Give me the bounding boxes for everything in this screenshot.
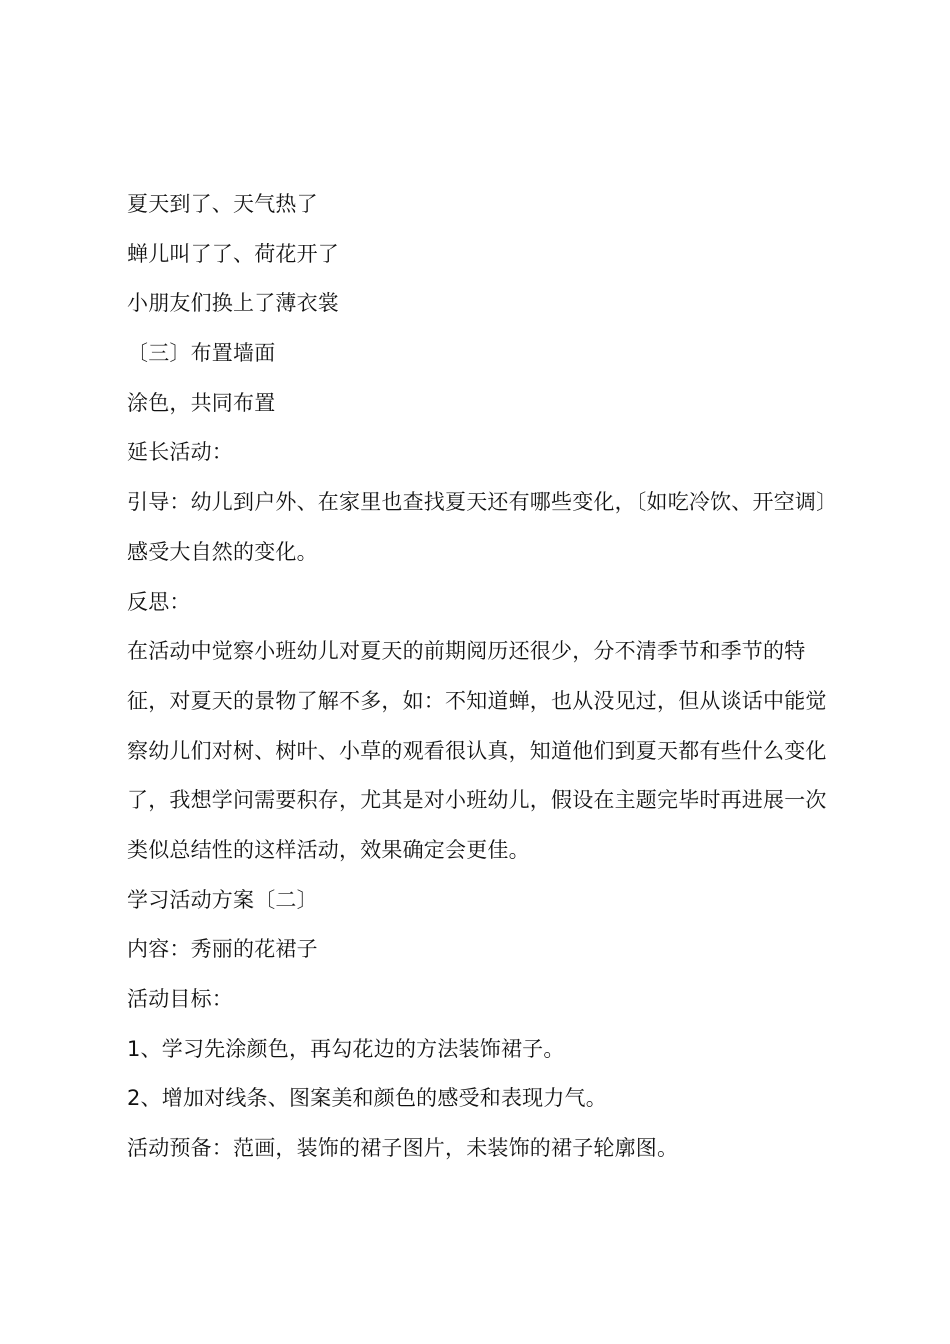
- coloring-instruction: 涂色，共同布置: [127, 390, 276, 415]
- extension-activity-heading: 延长活动：: [127, 440, 233, 465]
- reflection-heading: 反思：: [127, 589, 191, 614]
- goals-heading: 活动目标：: [127, 987, 233, 1012]
- poem-line-2: 蝉儿叫了了、荷花开了: [127, 241, 339, 266]
- goal-item-1: 1、学习先涂颜色，再勾花边的方法装饰裙子。: [127, 1036, 565, 1061]
- content-line: 内容：秀丽的花裙子: [127, 937, 318, 962]
- poem-line-3: 小朋友们换上了薄衣裳: [127, 291, 339, 316]
- section-heading-three: 〔三〕布置墙面: [127, 341, 276, 366]
- plan-title: 学习活动方案〔二〕: [127, 887, 318, 912]
- reflection-paragraph: 在活动中觉察小班幼儿对夏天的前期阅历还很少，分不清季节和季节的特征，对夏天的景物了解不多，如：不知道蝉，也从没见过，但从谈话中能觉察幼儿们对树、树叶、小草的观看很认真，知道他们到夏天都有些什么变化了，我想学问需要积存，尤其是对小班幼儿，假设在主题完毕时再进展一次类似总结性的这样活动，效果确定会更佳。: [127, 639, 827, 863]
- poem-line-1: 夏天到了、天气热了: [127, 192, 318, 216]
- document-body: [127, 180, 837, 1174]
- guide-paragraph: 引导：幼儿到户外、在家里也查找夏天还有哪些变化，〔如吃冷饮、开空调〕感受大自然的变化。: [127, 490, 827, 564]
- goal-item-2: 2、增加对线条、图案美和颜色的感受和表现力气。: [127, 1086, 607, 1111]
- preparation-line: 活动预备：范画，装饰的裙子图片，未装饰的裙子轮廓图。: [127, 1136, 679, 1161]
